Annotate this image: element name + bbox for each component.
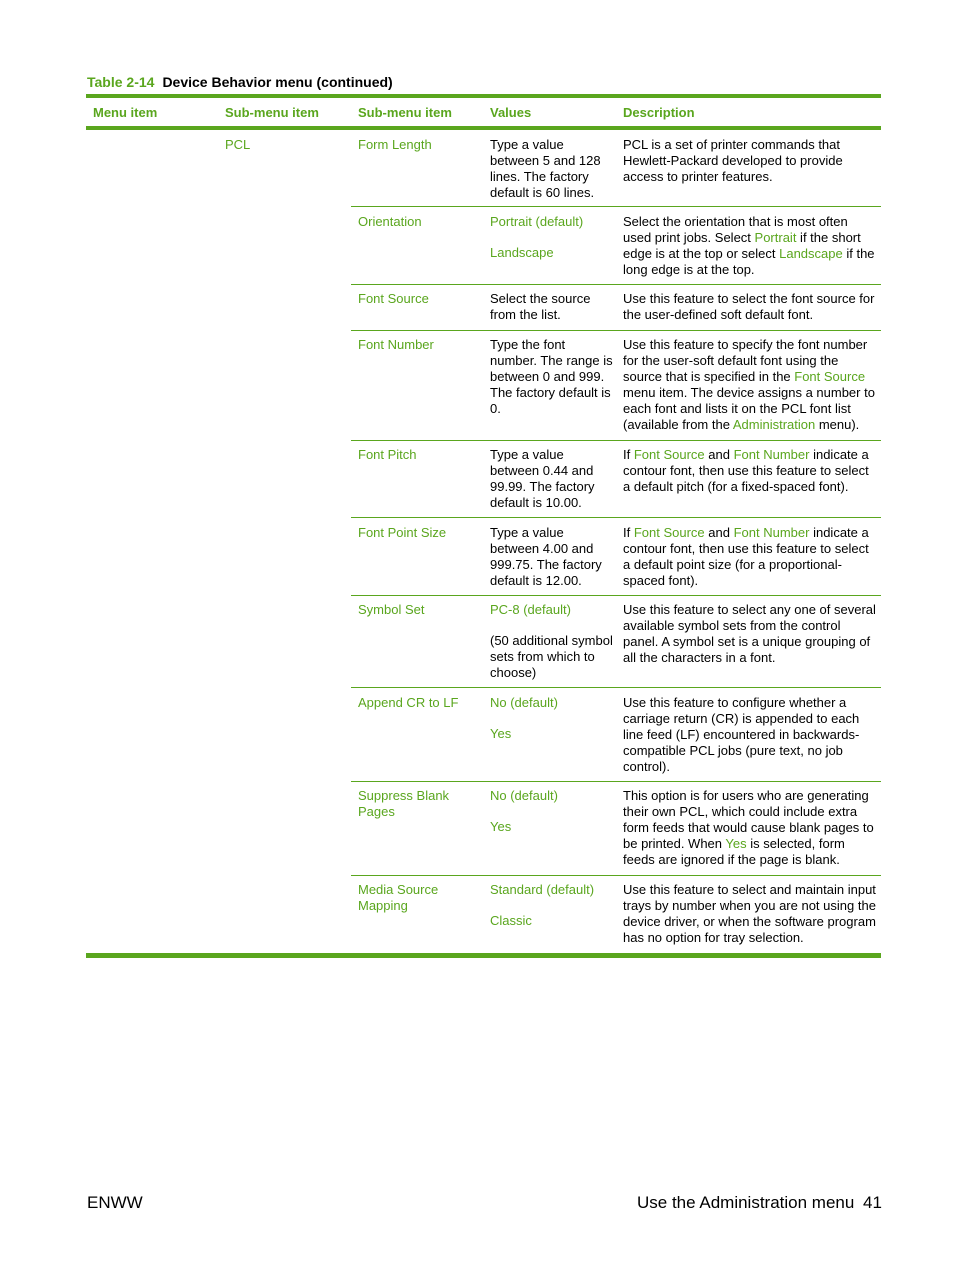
row-divider (351, 687, 881, 688)
row-divider (351, 440, 881, 441)
description-text: If (623, 525, 634, 540)
footer-enww: ENWW (87, 1193, 143, 1212)
row-font-pitch-values: Type a value between 0.44 and 99.99. The factory default is 10.00. (490, 447, 595, 510)
row-font-number-item[interactable]: Font Number (358, 337, 434, 352)
row-divider (351, 284, 881, 285)
column-header-submenu-item-2: Sub-menu item (358, 105, 452, 120)
portrait-link[interactable]: Portrait (754, 230, 797, 245)
description-text: and (704, 447, 734, 462)
row-font-point-size-description (623, 525, 878, 589)
row-symbol-set-values (490, 602, 614, 681)
row-media-source-mapping-item[interactable]: Media Source Mapping (358, 882, 439, 913)
row-divider (351, 875, 881, 876)
description-text: This option is for users who are generating their own PCL, which could include extra form feeds that would cause blank pages to be printed. When (623, 788, 874, 851)
row-font-source-item[interactable]: Font Source (358, 291, 429, 306)
description-text: menu). (815, 417, 860, 432)
row-orientation-item[interactable]: Orientation (358, 214, 422, 229)
description-text: is selected, form feeds are ignored if the page is blank. (623, 836, 845, 867)
row-font-source-description: Use this feature to select the font source for the user-defined soft default font. (623, 291, 875, 322)
table-header-rule (86, 126, 881, 130)
table-number: Table 2-14 (87, 74, 155, 90)
value-classic[interactable]: Classic (490, 913, 532, 928)
font-number-link[interactable]: Font Number (733, 525, 810, 540)
row-font-pitch-description (623, 447, 878, 495)
column-header-menu-item: Menu item (93, 105, 158, 120)
description-text: If (623, 447, 634, 462)
row-media-source-mapping-values (490, 882, 614, 929)
table-top-rule (86, 94, 881, 98)
value-landscape[interactable]: Landscape (490, 245, 554, 260)
row-symbol-set-item[interactable]: Symbol Set (358, 602, 425, 617)
description-text: Use this feature to specify the font number for the user-soft default font using the source that is specified in the (623, 337, 868, 384)
row-form-length-item[interactable]: Form Length (358, 137, 432, 152)
value-no-default[interactable]: No (default) (490, 788, 558, 803)
row-orientation-description (623, 214, 878, 278)
row-orientation-values (490, 214, 614, 261)
description-text: and (704, 525, 734, 540)
row-divider (351, 517, 881, 518)
row-symbol-set-description: Use this feature to select any one of several available symbol sets from the control panel. A symbol set is a unique grouping of all the characters in a font. (623, 602, 876, 665)
yes-link[interactable]: Yes (725, 836, 747, 851)
row-divider (351, 330, 881, 331)
column-header-description: Description (623, 105, 695, 120)
value-no-default[interactable]: No (default) (490, 695, 558, 710)
value-yes[interactable]: Yes (490, 726, 512, 741)
row-font-point-size-values: Type a value between 4.00 and 999.75. The factory default is 12.00. (490, 525, 602, 588)
font-source-link[interactable]: Font Source (633, 525, 705, 540)
row-suppress-blank-pages-description (623, 788, 878, 868)
column-header-values: Values (490, 105, 532, 120)
row-suppress-blank-pages-item[interactable]: Suppress Blank Pages (358, 788, 450, 819)
table-bottom-rule (86, 953, 881, 958)
font-source-link[interactable]: Font Source (633, 447, 705, 462)
font-number-link[interactable]: Font Number (733, 447, 810, 462)
row-media-source-mapping-description: Use this feature to select and maintain input trays by number when you are not using the device driver, or when the software program has no option for tray selection. (623, 882, 876, 945)
row-append-cr-to-lf-values (490, 695, 614, 742)
font-source-link[interactable]: Font Source (794, 369, 866, 384)
landscape-link[interactable]: Landscape (779, 246, 843, 261)
row-font-number-values: Type the font number. The range is between 0 and 999. The factory default is 0. (490, 337, 613, 416)
description-text: if the long edge is at the top. (623, 246, 875, 277)
row-font-number-description (623, 337, 878, 433)
footer-section-title: Use the Administration menu (637, 1193, 855, 1212)
row-divider (351, 781, 881, 782)
description-text: if the short edge is at the top or select (623, 230, 861, 261)
description-text: indicate a contour font, then use this feature to select a default point size (for a proportional-spaced font). (623, 525, 869, 588)
table-title: Device Behavior menu (continued) (162, 74, 393, 90)
description-text: menu item. The device assigns a number to each font and lists it on the PCL font list (available from the (623, 385, 875, 432)
row-divider (351, 206, 881, 207)
value-additional-symbol-sets: (50 additional symbol sets from which to choose) (490, 633, 613, 680)
description-text: Select the orientation that is most often used print jobs. Select (623, 214, 848, 245)
row-font-source-values: Select the source from the list. (490, 291, 591, 322)
table-caption (87, 74, 393, 90)
submenu-pcl-link[interactable]: PCL (225, 137, 251, 152)
row-suppress-blank-pages-values (490, 788, 614, 835)
row-font-pitch-item[interactable]: Font Pitch (358, 447, 417, 462)
administration-link[interactable]: Administration (732, 417, 816, 432)
row-divider (351, 595, 881, 596)
value-portrait-default[interactable]: Portrait (default) (490, 214, 584, 229)
page-number: 41 (863, 1193, 882, 1212)
row-form-length-description: PCL is a set of printer commands that Hewlett-Packard developed to provide access to printer features. (623, 137, 843, 184)
value-pc8-default[interactable]: PC-8 (default) (490, 602, 571, 617)
row-append-cr-to-lf-item[interactable]: Append CR to LF (358, 695, 459, 710)
description-text: indicate a contour font, then use this feature to select a default pitch (for a fixed-spaced font). (623, 447, 869, 494)
row-font-point-size-item[interactable]: Font Point Size (358, 525, 447, 540)
row-append-cr-to-lf-description: Use this feature to configure whether a carriage return (CR) is appended to each line feed (LF) encountered in backwards-compatible PCL jobs (pure text, no job control). (623, 695, 860, 774)
column-header-submenu-item-1: Sub-menu item (225, 105, 319, 120)
row-form-length-values: Type a value between 5 and 128 lines. The factory default is 60 lines. (490, 137, 601, 200)
value-yes[interactable]: Yes (490, 819, 512, 834)
value-standard-default[interactable]: Standard (default) (490, 882, 595, 897)
